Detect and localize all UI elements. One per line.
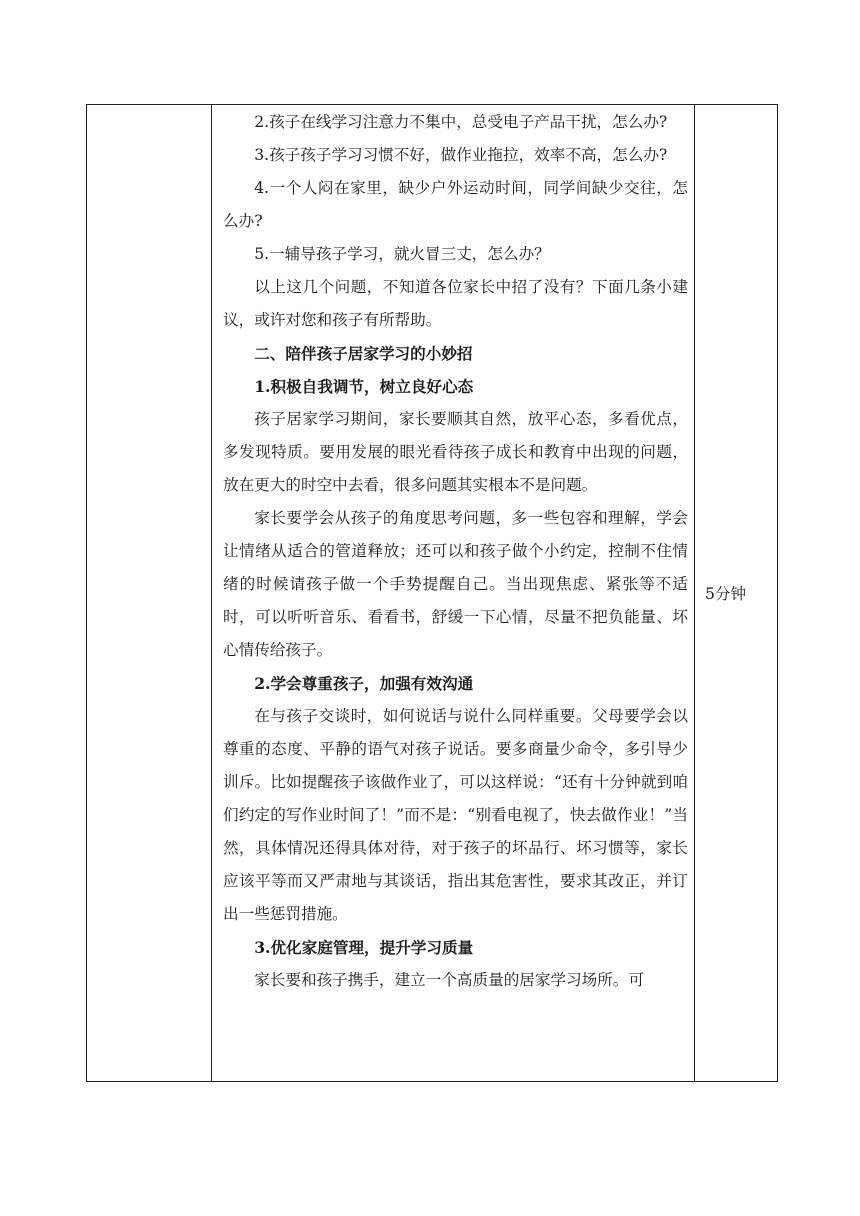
content-body — [212, 105, 694, 997]
time-label: 5分钟 — [705, 585, 747, 603]
tip-1-paragraph-2: 家长要学会从孩子的角度思考问题，多一些包容和理解，学会让情绪从适合的管道释放；还可以和孩子做个小约定，控制不住情绪的时候请孩子做一个手势提醒自己。当出现焦虑、紧张等不适时，可以听听音乐、看看书，舒缓一下心情，尽量不把负能量、坏心情传给孩子。 — [223, 509, 688, 659]
tip-3-paragraph: 家长要和孩子携手，建立一个高质量的居家学习场所。可 — [254, 971, 645, 989]
left-column-cell — [87, 105, 212, 1082]
tip-2-heading: 2.学会尊重孩子，加强有效沟通 — [254, 674, 474, 693]
table-row — [87, 105, 778, 1082]
section-heading: 二、陪伴孩子居家学习的小妙招 — [254, 344, 473, 363]
time-cell — [695, 105, 778, 1082]
tip-2-paragraph: 在与孩子交谈时，如何说话与说什么同样重要。父母要学会以尊重的态度、平静的语气对孩子说话。要多商量少命令，多引导少训斥。比如提醒孩子该做作业了，可以这样说：“还有十分钟就到咱们约定的写作业时间了！”而不是：“别看电视了，快去做作业！”当然，具体情况还得具体对待，对于孩子的坏品行、坏习惯等，家长应该平等而又严肃地与其谈话，指出其危害性，要求其改正，并订出一些惩罚措施。 — [223, 707, 688, 923]
intro-paragraph: 以上这几个问题，不知道各位家长中招了没有？下面几条小建议，或许对您和孩子有所帮助。 — [223, 278, 688, 329]
question-2: 2.孩子在线学习注意力不集中，总受电子产品干扰，怎么办? — [254, 113, 668, 131]
content-cell — [212, 105, 695, 1082]
question-5: 5.一辅导孩子学习，就火冒三丈，怎么办？ — [254, 245, 550, 263]
question-4: 4.一个人闷在家里，缺少户外运动时间，同学间缺少交往，怎么办? — [223, 179, 688, 230]
tip-1-paragraph-1: 孩子居家学习期间，家长要顺其自然，放平心态，多看优点，多发现特质。要用发展的眼光看待孩子成长和教育中出现的问题，放在更大的时空中去看，很多问题其实根本不是问题。 — [223, 410, 688, 494]
question-3: 3.孩子孩子学习习惯不好，做作业拖拉，效率不高，怎么办? — [254, 146, 668, 164]
lesson-table — [86, 104, 778, 1082]
tip-1-heading: 1.积极自我调节，树立良好心态 — [254, 377, 474, 396]
tip-3-heading: 3.优化家庭管理，提升学习质量 — [254, 938, 474, 957]
